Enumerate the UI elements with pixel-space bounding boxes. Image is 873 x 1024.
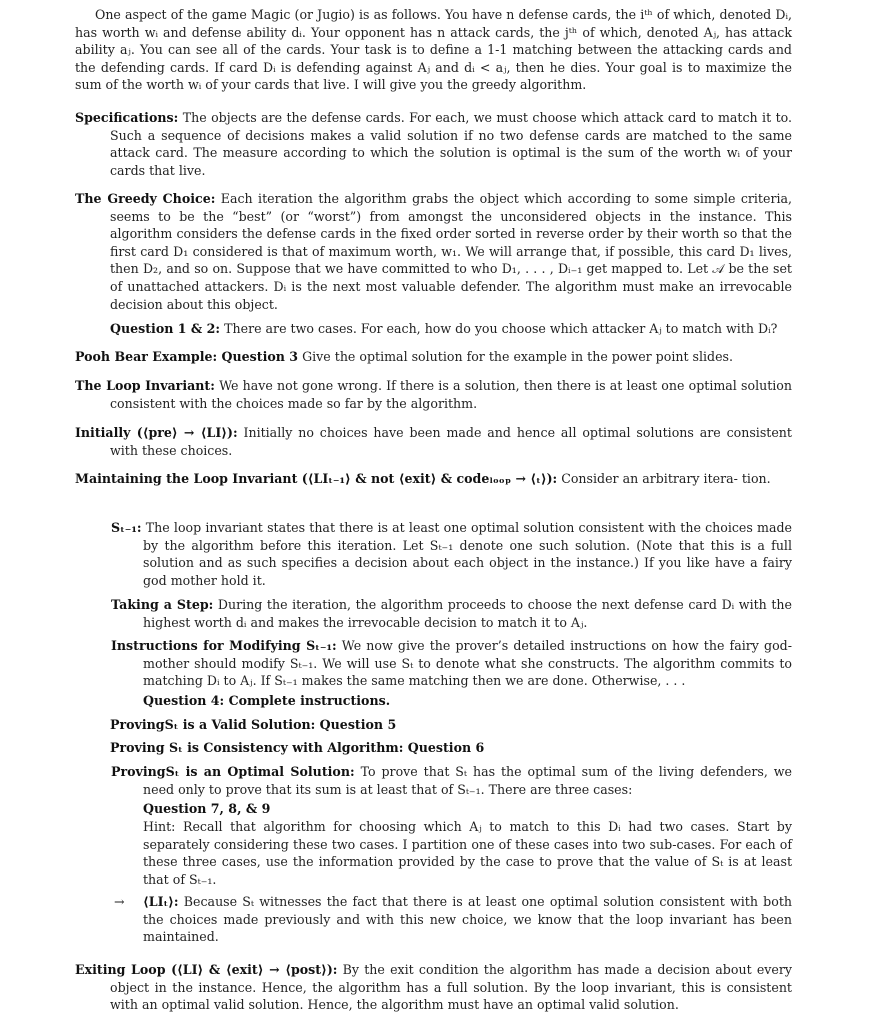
exiting-loop-section — [75, 961, 792, 1014]
proving-optimal-heading: ProvingSₜ is an Optimal Solution: — [111, 764, 355, 779]
pooh-bear-text: Give the optimal solution for the example in the power point slides. — [302, 349, 734, 364]
specifications-heading: Specifications: — [75, 110, 179, 125]
loop-invariant-heading: The Loop Invariant: — [75, 378, 215, 393]
specifications-section — [75, 109, 792, 179]
greedy-choice-heading: The Greedy Choice: — [75, 191, 216, 206]
modify-instructions-text: We now give the prover’s detailed instructions on how the fairy god- mother should modify Sₜ₋₁. We will use Sₜ to denote what she constructs. The algorithm commits to matching Dᵢ to Aⱼ. If Sₜ₋₁ makes the same matching then we are done. Otherwise, . . . — [143, 638, 792, 689]
taking-a-step-section — [111, 596, 792, 631]
exiting-loop-heading: Exiting Loop (⟨LI⟩ & ⟨exit⟩ → ⟨post⟩): — [75, 962, 338, 977]
proving-optimal-section — [111, 763, 792, 798]
loop-invariant-text: We have not gone wrong. If there is a solution, then there is at least one optimal solution consistent with the choices made so far by the algorithm. — [110, 378, 792, 411]
proving-consistency: Proving Sₜ is Consistency with Algorithm: Question 6 — [110, 740, 485, 755]
hint-paragraph: Hint: Recall that algorithm for choosing which Aⱼ to match to this Dᵢ had two cases. Start by separately considering these two cases. I partition one of these cases into two sub-cases. For each of these three cases, use the information provided by the case to prove that the value of Sₜ is at least that of Sₜ₋₁. — [143, 819, 792, 887]
question-4: Question 4: Complete instructions. — [143, 693, 391, 708]
st-minus-1-heading: Sₜ₋₁: — [111, 520, 142, 535]
proving-optimal-text: To prove that Sₜ has the optimal sum of the living defenders, we need only to prove that its sum is at least that of Sₜ₋₁. There are three cases: — [143, 764, 792, 797]
taking-a-step-heading: Taking a Step: — [111, 597, 214, 612]
initially-section — [75, 424, 792, 459]
arrow-icon: → — [114, 894, 125, 909]
question-1-2-text: There are two cases. For each, how do you choose which attacker Aⱼ to match with Dᵢ? — [224, 321, 778, 336]
initially-text: Initially no choices have been made and hence all optimal solutions are consistent with these choices. — [110, 425, 792, 458]
loop-invariant-section — [75, 377, 792, 412]
lit-text: Because Sₜ witnesses the fact that there is at least one optimal solution consistent with both the choices made previously and with this new choice, we know that the loop invariant has been maintained. — [143, 894, 792, 945]
proving-valid-solution: ProvingSₜ is a Valid Solution: Question 5 — [110, 717, 397, 732]
pooh-bear-example — [75, 348, 792, 366]
st-minus-1-text: The loop invariant states that there is at least one optimal solution consistent with the choices made by the algorithm before this iteration. Let Sₜ₋₁ denote one such solution. (Note that this is a full solution and as such specifies a decision about each object in the instance.) If you like have a fairy god mother hold it. — [143, 520, 792, 588]
maintaining-heading: Maintaining the Loop Invariant (⟨LIₜ₋₁⟩ & not ⟨exit⟩ & codeₗₒₒₚ → ⟨ₜ⟩): — [75, 471, 558, 486]
lit-section — [143, 893, 792, 946]
question-1-2-heading: Question 1 & 2: — [110, 321, 221, 336]
modify-instructions-heading: Instructions for Modifying Sₜ₋₁: — [111, 638, 337, 653]
taking-a-step-text: During the iteration, the algorithm proceeds to choose the next defense card Dᵢ with the highest worth dᵢ and makes the irrevocable decision to match it to Aⱼ. — [143, 597, 792, 630]
exiting-loop-text: By the exit condition the algorithm has made a decision about every object in the instance. Hence, the algorithm has a full solution. By the loop invariant, this is consistent with an optimal valid solution. Hence, the algorithm must have an optimal valid solution. — [110, 962, 792, 1013]
st-minus-1-section — [111, 519, 792, 589]
greedy-choice-text: Each iteration the algorithm grabs the object which according to some simple criteria, seems to be the “best” (or “worst”) from amongst the unconsidered objects in the instance. This algorithm considers the defense cards in the fixed order sorted in reverse order by their worth so that the first card D₁ considered is that of maximum worth, w₁. We will arrange that, if possible, this card D₁ lives, then D₂, and so on. Suppose that we have committed to who D₁, . . . , Dᵢ₋₁ get mapped to. Let 𝒜 be the set of unattached attackers. Dᵢ is the next most valuable defender. The algorithm must make an irrevocable decision about this object. — [110, 191, 793, 312]
intro-paragraph: One aspect of the game Magic (or Jugio) is as follows. You have n defense cards, the iᵗʰ of which, denoted Dᵢ, has worth wᵢ and defense ability dᵢ. Your opponent has n attack cards, the jᵗʰ of which, denoted Aⱼ, has attack ability aⱼ. You can see all of the cards. Your task is to define a 1-1 matching between the attacking cards and the defending cards. If card Dᵢ is defending against Aⱼ and dᵢ < aⱼ, then he dies. Your goal is to maximize the sum of the worth wᵢ of your cards that live. I will give you the greedy algorithm. — [75, 7, 792, 93]
specifications-text: The objects are the defense cards. For each, we must choose which attack card to match it to. Such a sequence of decisions makes a valid solution if no two defense cards are matched to the same attack card. The measure according to which the solution is optimal is the sum of the worth wᵢ of your cards that live. — [110, 110, 792, 178]
lit-heading: ⟨LIₜ⟩: — [143, 894, 179, 909]
question-7-8-9: Question 7, 8, & 9 — [143, 801, 271, 816]
maintaining-text: Consider an arbitrary itera- tion. — [561, 471, 771, 486]
question-1-2 — [110, 320, 792, 338]
initially-heading: Initially (⟨pre⟩ → ⟨LI⟩): — [75, 425, 238, 440]
modify-instructions-section — [111, 637, 792, 690]
greedy-choice-section — [75, 190, 793, 313]
pooh-bear-heading: Pooh Bear Example: Question 3 — [75, 349, 299, 364]
maintaining-section — [75, 470, 792, 488]
